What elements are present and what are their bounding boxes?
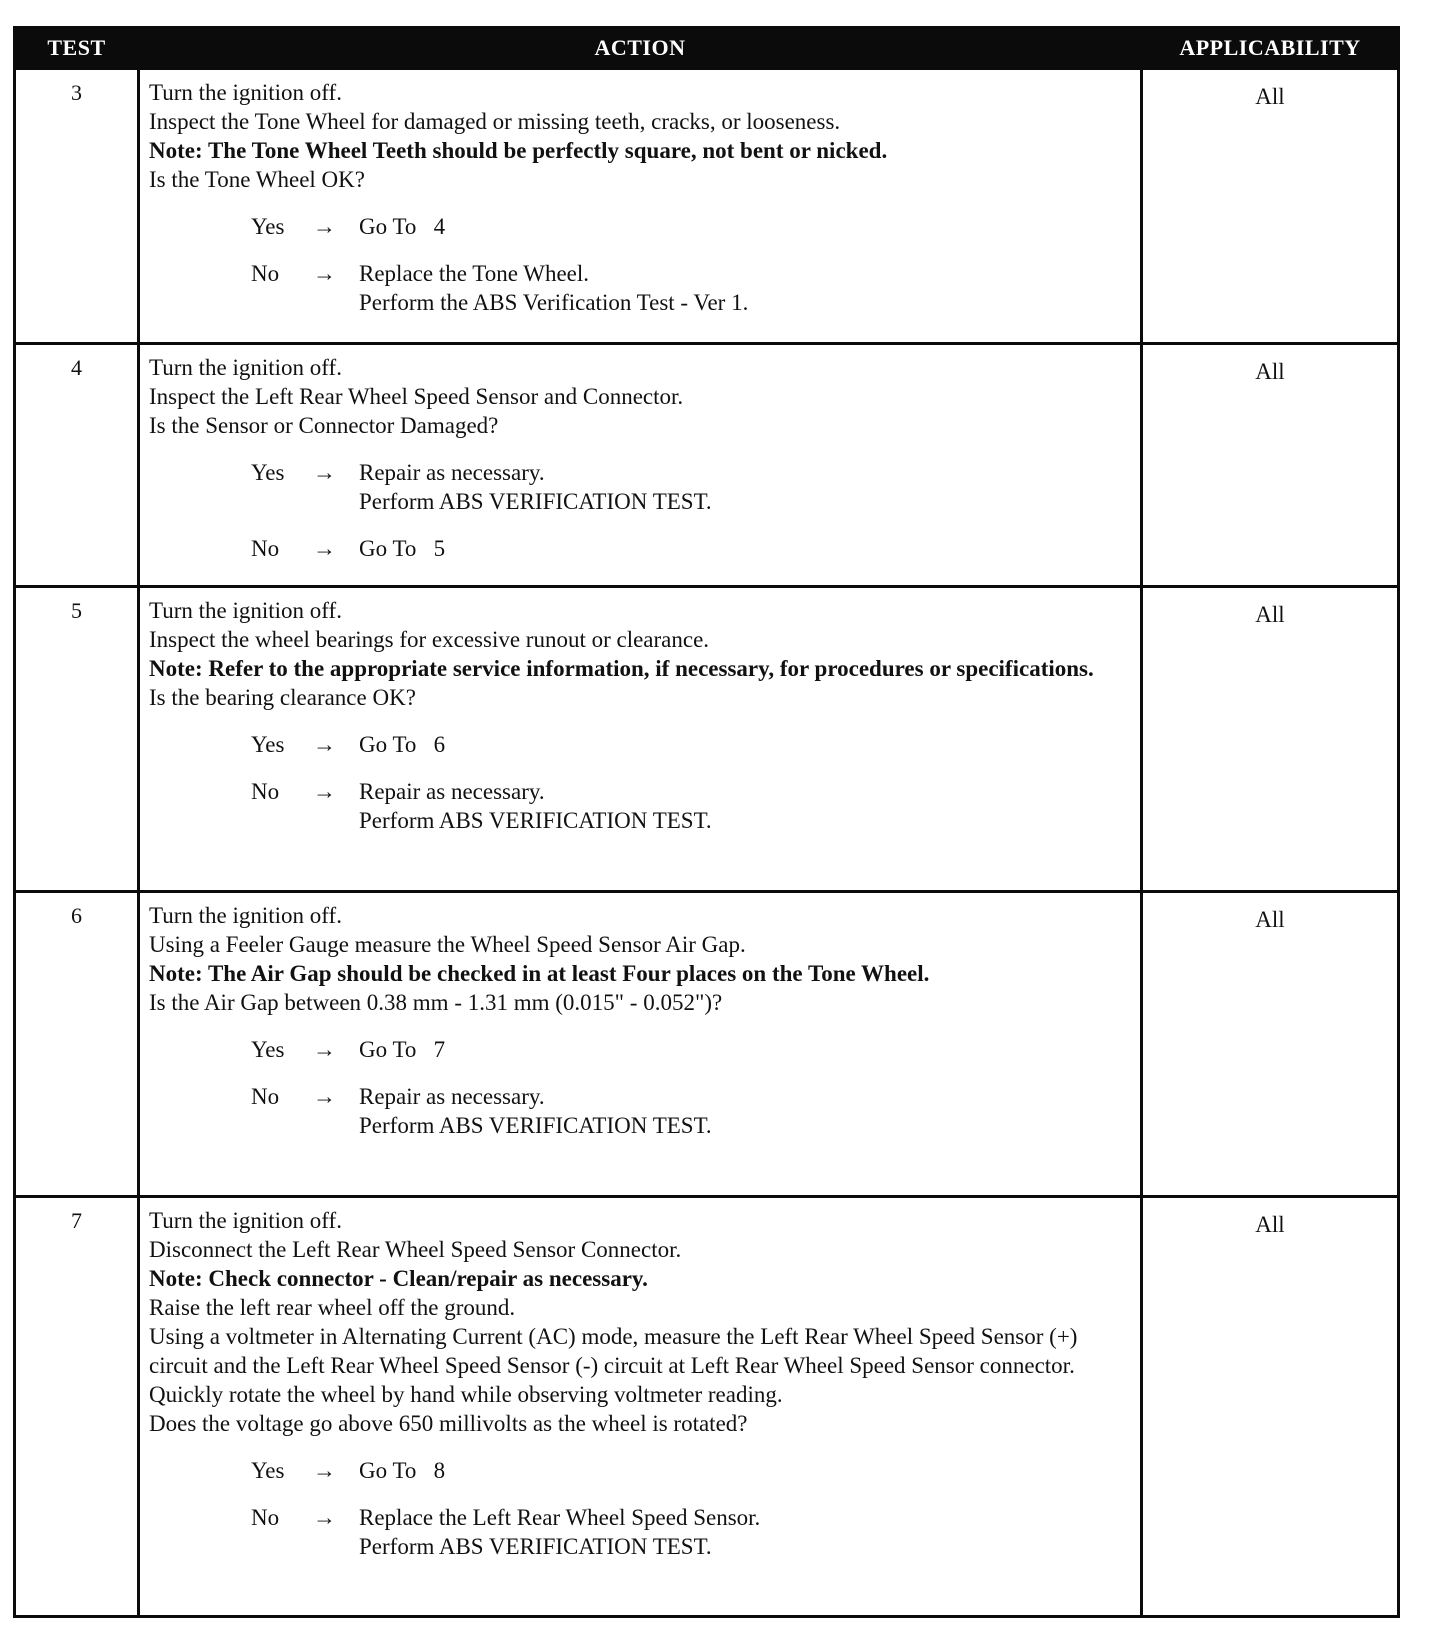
- action-line: Inspect the wheel bearings for excessive runout or clearance.: [149, 627, 710, 652]
- action-question: Is the bearing clearance OK?: [149, 685, 416, 710]
- result-line: Repair as necessary.: [359, 1084, 545, 1109]
- action-line: Disconnect the Left Rear Wheel Speed Sensor Connector.: [149, 1237, 682, 1262]
- action-line: Turn the ignition off.: [149, 355, 342, 380]
- action-note: Note: The Tone Wheel Teeth should be perfectly square, not bent or nicked.: [149, 138, 888, 163]
- action-cell: [139, 344, 1142, 587]
- arrow-right-icon: →: [313, 779, 336, 804]
- yes-label: Yes: [251, 1037, 285, 1062]
- table-row: [15, 892, 1399, 1197]
- no-label: No: [251, 779, 280, 804]
- test-number: 4: [15, 344, 139, 587]
- test-number: 6: [15, 892, 139, 1197]
- table-header-row: [15, 28, 1399, 69]
- result-line: Perform the ABS Verification Test - Ver 1.: [359, 290, 749, 315]
- yes-label: Yes: [251, 460, 285, 485]
- applicability-cell: All: [1142, 892, 1399, 1197]
- result-line: Go To 7: [359, 1037, 446, 1062]
- action-question: Is the Sensor or Connector Damaged?: [149, 413, 499, 438]
- header-test: TEST: [15, 28, 139, 69]
- result-line: Perform ABS VERIFICATION TEST.: [359, 1113, 712, 1138]
- yes-result: [359, 1035, 445, 1064]
- no-result: [359, 259, 748, 317]
- result-line: Perform ABS VERIFICATION TEST.: [359, 489, 712, 514]
- arrow-right-icon: →: [313, 214, 336, 239]
- yes-label: Yes: [251, 1458, 285, 1483]
- result-line: Perform ABS VERIFICATION TEST.: [359, 1534, 712, 1559]
- header-action: ACTION: [139, 28, 1142, 69]
- applicability-cell: All: [1142, 587, 1399, 892]
- applicability-cell: All: [1142, 1197, 1399, 1617]
- applicability-cell: All: [1142, 344, 1399, 587]
- arrow-right-icon: →: [313, 1037, 336, 1062]
- table-row: [15, 587, 1399, 892]
- action-cell: [139, 892, 1142, 1197]
- table-row: [15, 1197, 1399, 1617]
- yes-response: [251, 1456, 1132, 1485]
- header-applicability: APPLICABILITY: [1142, 28, 1399, 69]
- result-line: Go To 6: [359, 732, 446, 757]
- action-cell: [139, 587, 1142, 892]
- no-label: No: [251, 261, 280, 286]
- yes-response: [251, 458, 1132, 516]
- arrow-right-icon: →: [313, 536, 336, 561]
- table-row: [15, 344, 1399, 587]
- yes-result: [359, 212, 445, 241]
- action-note: Note: Refer to the appropriate service information, if necessary, for procedures or specifications.: [149, 656, 1094, 681]
- arrow-right-icon: →: [313, 732, 336, 757]
- result-line: Go To 4: [359, 214, 446, 239]
- action-note: Note: The Air Gap should be checked in at least Four places on the Tone Wheel.: [149, 961, 930, 986]
- no-response: [251, 534, 1132, 563]
- no-response: [251, 1503, 1132, 1561]
- action-line: Using a voltmeter in Alternating Current (AC) mode, measure the Left Rear Wheel Speed Sensor (+) circuit and the Left Rear Wheel Speed Sensor (-) circuit at Left Rear Wheel Speed Sensor connector.: [149, 1324, 1078, 1378]
- no-response: [251, 777, 1132, 835]
- action-question: Is the Air Gap between 0.38 mm - 1.31 mm (0.015" - 0.052")?: [149, 990, 723, 1015]
- table-row: [15, 69, 1399, 344]
- action-line: Raise the left rear wheel off the ground.: [149, 1295, 516, 1320]
- diagnostic-table-page: [13, 26, 1397, 1618]
- yes-result: [359, 1456, 445, 1485]
- result-line: Go To 8: [359, 1458, 446, 1483]
- action-line: Quickly rotate the wheel by hand while observing voltmeter reading.: [149, 1382, 783, 1407]
- action-line: Turn the ignition off.: [149, 598, 342, 623]
- no-result: [359, 1503, 760, 1561]
- yes-result: [359, 458, 712, 516]
- no-result: [359, 1082, 712, 1140]
- action-line: Inspect the Left Rear Wheel Speed Sensor and Connector.: [149, 384, 684, 409]
- action-line: Using a Feeler Gauge measure the Wheel Speed Sensor Air Gap.: [149, 932, 746, 957]
- action-question: Does the voltage go above 650 millivolts as the wheel is rotated?: [149, 1411, 748, 1436]
- test-number: 3: [15, 69, 139, 344]
- diagnostic-test-table: [13, 26, 1400, 1618]
- action-line: Turn the ignition off.: [149, 80, 342, 105]
- yes-response: [251, 212, 1132, 241]
- yes-result: [359, 730, 445, 759]
- arrow-right-icon: →: [313, 261, 336, 286]
- applicability-cell: All: [1142, 69, 1399, 344]
- arrow-right-icon: →: [313, 1084, 336, 1109]
- action-line: Turn the ignition off.: [149, 1208, 342, 1233]
- no-response: [251, 259, 1132, 317]
- result-line: Replace the Left Rear Wheel Speed Sensor.: [359, 1505, 761, 1530]
- no-response: [251, 1082, 1132, 1140]
- action-cell: [139, 69, 1142, 344]
- test-number: 5: [15, 587, 139, 892]
- arrow-right-icon: →: [313, 1458, 336, 1483]
- yes-label: Yes: [251, 732, 285, 757]
- action-question: Is the Tone Wheel OK?: [149, 167, 365, 192]
- yes-label: Yes: [251, 214, 285, 239]
- yes-response: [251, 1035, 1132, 1064]
- result-line: Repair as necessary.: [359, 460, 545, 485]
- test-number: 7: [15, 1197, 139, 1617]
- arrow-right-icon: →: [313, 1505, 336, 1530]
- no-result: [359, 534, 445, 563]
- no-label: No: [251, 1505, 280, 1530]
- no-label: No: [251, 1084, 280, 1109]
- action-cell: [139, 1197, 1142, 1617]
- yes-response: [251, 730, 1132, 759]
- no-label: No: [251, 536, 280, 561]
- result-line: Replace the Tone Wheel.: [359, 261, 589, 286]
- arrow-right-icon: →: [313, 460, 336, 485]
- action-note: Note: Check connector - Clean/repair as necessary.: [149, 1266, 648, 1291]
- action-line: Inspect the Tone Wheel for damaged or missing teeth, cracks, or looseness.: [149, 109, 841, 134]
- result-line: Perform ABS VERIFICATION TEST.: [359, 808, 712, 833]
- result-line: Go To 5: [359, 536, 446, 561]
- action-line: Turn the ignition off.: [149, 903, 342, 928]
- no-result: [359, 777, 712, 835]
- result-line: Repair as necessary.: [359, 779, 545, 804]
